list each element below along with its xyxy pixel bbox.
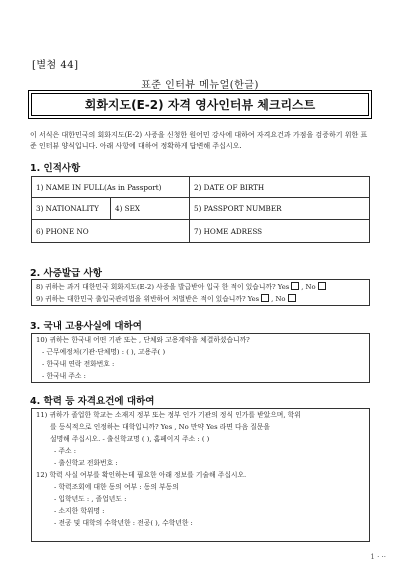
q9-yes-checkbox[interactable] — [261, 294, 269, 302]
q9-no-label: No — [275, 295, 286, 303]
question-9: 9) 귀하는 대한민국 출입국관리법을 위반하여 처벌받은 적이 있습니까? Yes , No — [36, 293, 365, 305]
school-address-line[interactable]: - 주소 : — [54, 447, 77, 455]
consent-line[interactable]: - 학력조회에 대한 동의 여부 : 동의 부동의 — [54, 483, 179, 491]
korea-phone-line[interactable]: - 한국내 연락 전화번호 : — [42, 360, 115, 368]
passport-field[interactable]: 5) PASSPORT NUMBER — [190, 198, 370, 220]
title-box — [31, 93, 369, 116]
document-title: 회화지도(E-2) 자격 영사인터뷰 체크리스트 — [84, 98, 316, 112]
school-phone-line[interactable]: - 출신학교 전화번호 : — [54, 459, 118, 467]
major-line[interactable]: - 전공 및 대학의 수학년한 : 전공( ), 수학년한 : — [54, 519, 193, 527]
q8-no-label: No — [305, 283, 316, 291]
attachment-label: [별첨 44] — [32, 60, 79, 71]
admission-graduation-line[interactable]: - 입학년도 : , 졸업년도 : — [54, 495, 127, 503]
page-number — [370, 553, 386, 561]
name-field[interactable]: 1) NAME IN FULL(As in Passport) — [32, 177, 190, 198]
document-subtitle: 표준 인터뷰 메뉴얼(한글) — [141, 80, 259, 91]
question-12: 12) 학력 사실 여부를 확인하는데 필요한 아래 정보를 기술해 주십시오. — [36, 471, 247, 479]
phone-field[interactable]: 6) PHONE NO — [32, 220, 190, 243]
page-dots-icon: · ·· — [377, 553, 386, 561]
section4-heading: 4. 학력 등 자격요건에 대하여 — [30, 396, 155, 407]
degree-line[interactable]: - 소지한 학위명 : — [54, 507, 105, 515]
visa-history-box — [31, 279, 370, 306]
dob-field[interactable]: 2) DATE OF BIRTH — [190, 177, 370, 198]
question-10: 10) 귀하는 한국내 어떤 기관 또는 , 단체와 고용계약을 체결하셨습니까? — [36, 336, 250, 344]
section1-heading: 1. 인적사항 — [30, 163, 81, 174]
question-11-cont: 를 등식적으로 인정하는 대학입니까? Yes , No 만약 Yes 라면 다음 질문을 — [50, 423, 271, 431]
employment-box — [31, 333, 370, 383]
intro-paragraph: 이 서식은 대한민국의 회화지도(E-2) 사증을 신청한 원어민 강사에 대하여 자격요건과 가점을 검증하기 위한 표준 인터뷰 양식입니다. 아래 사항에 대하여 정확하게 답변해 주십시오. — [30, 131, 368, 150]
q9-no-checkbox[interactable] — [288, 294, 296, 302]
address-field[interactable]: 7) HOME ADRESS — [190, 220, 370, 243]
section2-heading: 2. 사증발급 사항 — [30, 268, 102, 279]
sex-field[interactable]: 4) SEX — [111, 198, 190, 220]
employer-line[interactable]: - 근무예정처(기관·단체명) : ( ), 고용주( ) — [42, 348, 166, 356]
question-8: 8) 귀하는 과거 대한민국 회화지도(E-2) 사증을 발급받아 입국 한 적이 있습니까? Yes , No — [36, 281, 365, 293]
school-name-line[interactable]: 설명해 주십시오. - 출신학교명 ( ), 홈페이지 주소 : ( ) — [50, 435, 210, 443]
q8-yes-checkbox[interactable] — [291, 282, 299, 290]
section3-heading: 3. 국내 고용사실에 대하여 — [30, 321, 142, 332]
korea-address-line[interactable]: - 한국내 주소 : — [42, 372, 86, 380]
nationality-field[interactable]: 3) NATIONALITY — [32, 198, 111, 220]
question-11: 11) 귀하가 졸업한 학교는 소재지 정부 또는 정부 인가 기관의 정식 인가를 받았으며, 학위 — [36, 411, 301, 419]
page-number-value: 1 — [370, 553, 375, 561]
education-box — [31, 408, 370, 542]
question-9-text: 9) 귀하는 대한민국 출입국관리법을 위반하여 처벌받은 적이 있습니까? Yes — [36, 295, 260, 303]
personal-info-table — [31, 176, 370, 243]
q8-no-checkbox[interactable] — [318, 282, 326, 290]
question-8-text: 8) 귀하는 과거 대한민국 회화지도(E-2) 사증을 발급받아 입국 한 적이 있습니까? Yes — [36, 283, 290, 291]
